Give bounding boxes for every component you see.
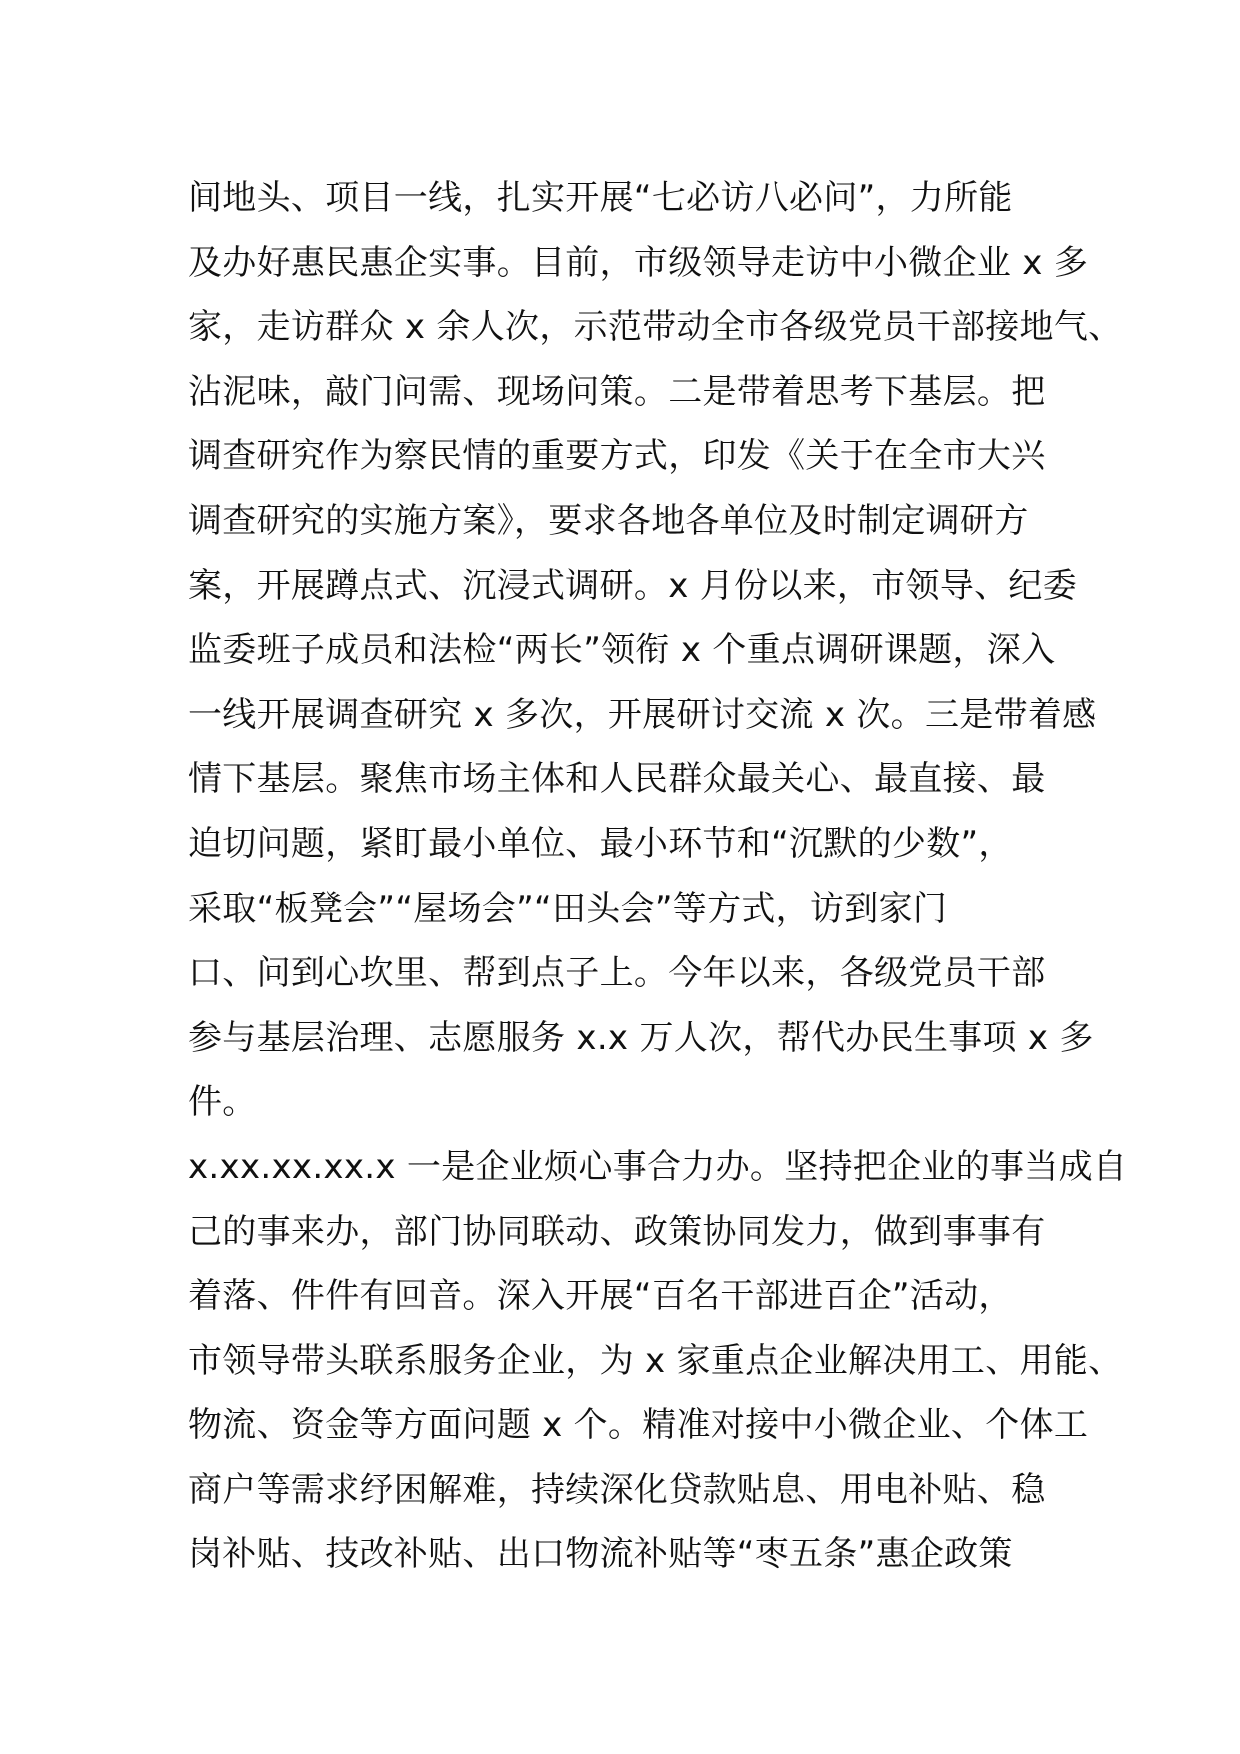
text-line: 口、问到心坎里、帮到点子上。今年以来，各级党员干部: [188, 953, 1046, 994]
text-line: 一线开展调查研究 x 多次，开展研讨交流 x 次。三是带着感: [188, 694, 1097, 735]
text-line: 商户等需求纾困解难，持续深化贷款贴息、用电补贴、稳: [188, 1469, 1046, 1510]
text-line: 采取“板凳会”“屋场会”“田头会”等方式，访到家门: [188, 888, 948, 929]
text-line: 件。: [188, 1082, 257, 1123]
text-line: 沾泥味，敲门问需、现场问策。二是带着思考下基层。把: [188, 371, 1046, 412]
text-line: 物流、资金等方面问题 x 个。精准对接中小微企业、个体工: [188, 1405, 1089, 1446]
text-line: 间地头、项目一线，扎实开展“七必访八必问”，力所能: [188, 178, 1013, 218]
text-line: 着落、件件有回音。深入开展“百名干部进百企”活动，: [188, 1276, 1013, 1317]
text-line: x.xx.xx.xx.x 一是企业烦心事合力办。坚持把企业的事当成自: [188, 1146, 1128, 1187]
text-line: 监委班子成员和法检“两长”领衔 x 个重点调研课题，深入: [188, 630, 1056, 671]
text-line: 情下基层。聚焦市场主体和人民群众最关心、最直接、最: [188, 759, 1046, 800]
text-line: 案，开展蹲点式、沉浸式调研。x 月份以来，市领导、纪委: [188, 565, 1078, 606]
text-line: 迫切问题，紧盯最小单位、最小环节和“沉默的少数”，: [188, 823, 1013, 864]
text-line: 己的事来办，部门协同联动、政策协同发力，做到事事有: [188, 1211, 1046, 1252]
text-line: 岗补贴、技改补贴、出口物流补贴等“枣五条”惠企政策: [188, 1534, 1013, 1575]
body-text: [188, 166, 1128, 1587]
text-line: 调查研究作为察民情的重要方式，印发《关于在全市大兴: [188, 436, 1046, 477]
text-line: 家，走访群众 x 余人次，示范带动全市各级党员干部接地气、: [188, 307, 1123, 348]
text-line: 及办好惠民惠企实事。目前，市级领导走访中小微企业 x 多: [188, 242, 1089, 283]
text-line: 调查研究的实施方案》，要求各地各单位及时制定调研方: [188, 500, 1029, 541]
text-line: 市领导带头联系服务企业，为 x 家重点企业解决用工、用能、: [188, 1340, 1123, 1381]
text-line: 参与基层治理、志愿服务 x.x 万人次，帮代办民生事项 x 多: [188, 1017, 1094, 1058]
